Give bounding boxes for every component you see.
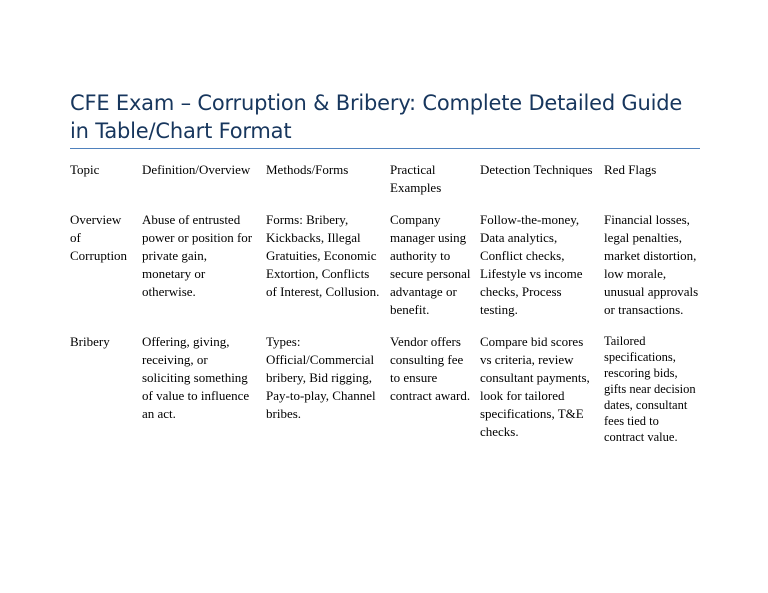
table-row <box>66 211 706 333</box>
cell-definition: Offering, giving, receiving, or soliciting something of value to influence an act. <box>142 334 250 421</box>
cell-red-flags: Tailored specifications, rescoring bids, gifts near decision dates, consultant fees tied to contract value. <box>604 334 696 444</box>
header-topic: Topic <box>70 162 100 177</box>
cell-methods: Forms: Bribery, Kickbacks, Illegal Gratuities, Economic Extortion, Conflicts of Interest, Collusion. <box>266 212 380 299</box>
header-definition: Definition/Overview <box>142 162 251 177</box>
header-examples: Practical Examples <box>390 162 442 195</box>
document-title: CFE Exam – Corruption & Bribery: Complete Detailed Guide in Table/Chart Format <box>70 91 683 143</box>
cell-definition: Abuse of entrusted power or position for private gain, monetary or otherwise. <box>142 212 253 299</box>
cell-detection: Follow-the-money, Data analytics, Conflict checks, Lifestyle vs income checks, Process testing. <box>480 212 583 317</box>
cell-topic: Overview of Corruption <box>70 212 128 263</box>
cell-methods: Types: Official/Commercial bribery, Bid rigging, Pay-to-play, Channel bribes. <box>266 334 376 421</box>
cell-examples: Vendor offers consulting fee to ensure contract award. <box>390 334 471 403</box>
table-header <box>66 161 706 211</box>
table-row <box>66 333 706 459</box>
header-red-flags: Red Flags <box>604 162 657 177</box>
header-methods: Methods/Forms <box>266 162 349 177</box>
title-underline <box>70 148 700 149</box>
cell-red-flags: Financial losses, legal penalties, market distortion, low morale, unusual approvals or transactions. <box>604 212 699 317</box>
table-body <box>66 211 706 459</box>
guide-table <box>66 161 706 459</box>
cell-detection: Compare bid scores vs criteria, review consultant payments, look for tailored specifications, T&E checks. <box>480 334 590 439</box>
cell-examples: Company manager using authority to secure personal advantage or benefit. <box>390 212 471 317</box>
header-detection: Detection Techniques <box>480 162 593 177</box>
cell-topic: Bribery <box>70 334 110 349</box>
header-row <box>66 161 706 211</box>
